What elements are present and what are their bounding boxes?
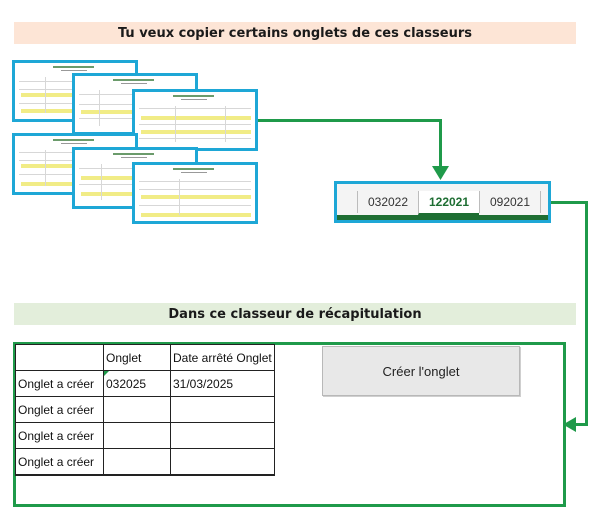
sheet-tab-122021[interactable] [418,191,479,215]
cell-value: 032025 [106,376,147,391]
table-cell[interactable] [171,397,275,423]
sheet-tab-label: 092021 [489,195,531,209]
table-cell[interactable]: Onglet a créer [16,423,104,449]
connector-line [574,423,588,426]
connector-line [551,201,588,204]
sheet-tab-label: 032022 [367,195,409,209]
arrow-down-icon [432,166,449,180]
table-cell[interactable] [104,371,171,397]
sheet-tab-label: 122021 [428,195,470,209]
table-cell[interactable] [171,449,275,476]
table-cell[interactable] [104,423,171,449]
table-cell[interactable]: 31/03/2025 [171,371,275,397]
table-row [16,371,275,397]
table-header-row [16,345,275,371]
table-cell[interactable]: Onglet a créer [16,397,104,423]
connector-line [439,119,442,169]
cell-comment-marker [104,371,109,376]
sheet-tabs-bar [334,181,551,223]
table-cell[interactable] [104,397,171,423]
source-workbooks-banner: Tu veux copier certains onglets de ces classeurs [14,22,576,44]
sheet-tab-092021[interactable] [479,191,541,213]
header-cell[interactable]: Date arrêté Onglet [171,345,275,371]
workbook-thumbnail [132,162,258,224]
table-cell[interactable]: Onglet a créer [16,449,104,476]
workbook-thumbnail [132,89,258,151]
table-row [16,423,275,449]
table-cell[interactable] [104,449,171,476]
table-cell[interactable] [171,423,275,449]
create-sheet-button[interactable]: Créer l'onglet [322,346,520,396]
tabs-bottom-strip [337,215,548,220]
connector-line [258,119,442,122]
connector-line [585,201,588,426]
table-row [16,397,275,423]
header-cell[interactable] [16,345,104,371]
table-row [16,449,275,476]
summary-table [15,344,275,476]
header-cell[interactable]: Onglet [104,345,171,371]
table-cell[interactable]: Onglet a créer [16,371,104,397]
summary-workbook-banner: Dans ce classeur de récapitulation [14,303,576,325]
sheet-tab-032022[interactable] [357,191,418,213]
